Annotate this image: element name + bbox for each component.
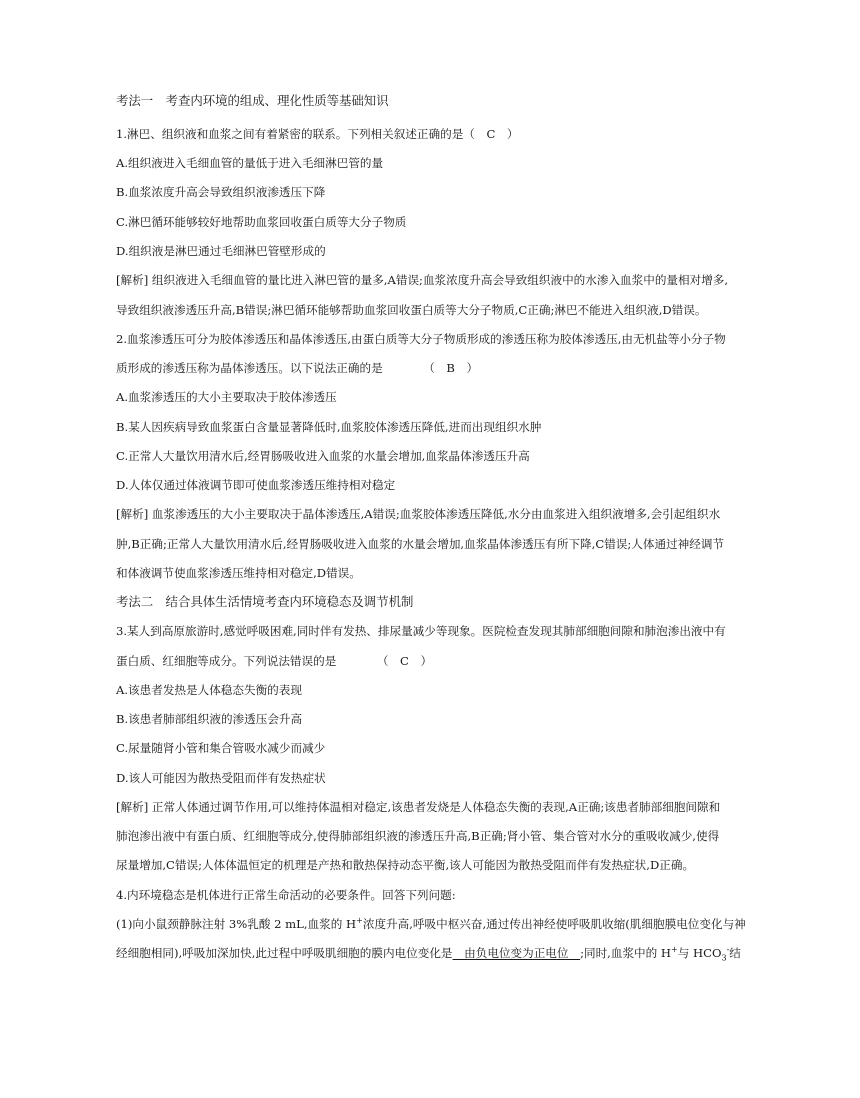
hco3-subscript: 3 — [721, 953, 727, 963]
section-1-title: 考法一 考查内环境的组成、理化性质等基础知识 — [116, 93, 389, 108]
q1-option-c: C.淋巴循环能够较好地帮助血浆回收蛋白质等大分子物质 — [116, 215, 407, 229]
section-2-title: 考法二 结合具体生活情境考查内环境稳态及调节机制 — [116, 594, 414, 609]
q1-option-d: D.组织液是淋巴通过毛细淋巴管壁形成的 — [116, 244, 326, 258]
q2-option-a: A.血浆渗透压的大小主要取决于胶体渗透压 — [116, 390, 337, 404]
q3-analysis-line-1: [解析] 正常人体通过调节作用,可以维持体温相对稳定,该患者发烧是人体稳态失衡的表现,A正确;该患者肺部细胞间隙和 — [116, 800, 721, 814]
q4-part1-line-2 — [116, 945, 741, 963]
q3-stem-line-2: 蛋白质、红细胞等成分。下列说法错误的是 （ C ） — [116, 654, 433, 668]
q3-option-d: D.该人可能因为散热受阻而伴有发热症状 — [116, 771, 326, 785]
q2-analysis-line-1: [解析] 血浆渗透压的大小主要取决于晶体渗透压,A错误;血浆胶体渗透压降低,水分由血浆进入组织液增多,会引起组织水 — [116, 507, 721, 521]
q3-option-b: B.该患者肺部组织液的渗透压会升高 — [116, 712, 303, 726]
hco3-charge-superscript: - — [726, 945, 730, 955]
q1-option-a: A.组织液进入毛细血管的量低于进入毛细淋巴管的量 — [116, 156, 384, 170]
q2-stem-line-1: 2.血浆渗透压可分为胶体渗透压和晶体渗透压,由蛋白质等大分子物质形成的渗透压称为胶体渗透压,由无机盐等小分子物 — [116, 332, 726, 346]
q4-part1-text-b: 浓度升高,呼吸中枢兴奋,通过传出神经使呼吸肌收缩(肌细胞膜电位变化与神 — [362, 917, 746, 931]
q1-stem: 1.淋巴、组织液和血浆之间有着紧密的联系。下列相关叙述正确的是（ C ） — [116, 127, 519, 141]
q1-analysis-line-1: [解析] 组织液进入毛细血管的量比进入淋巴管的量多,A错误;血浆浓度升高会导致组织液中的水渗入血浆中的量相对增多, — [116, 273, 729, 287]
q2-option-b: B.某人因疾病导致血浆蛋白含量显著降低时,血浆胶体渗透压降低,进而出现组织水肿 — [116, 420, 542, 434]
q3-stem-line-1: 3.某人到高原旅游时,感觉呼吸困难,同时伴有发热、排尿量减少等现象。医院检查发现其肺部细胞间隙和肺泡渗出液中有 — [116, 624, 726, 638]
q2-option-c: C.正常人大量饮用清水后,经胃肠吸收进入血浆的水量会增加,血浆晶体渗透压升高 — [116, 449, 530, 463]
answer-blank: 由负电位变为正电位 — [452, 946, 581, 960]
q3-analysis-line-3: 尿量增加,C错误;人体体温恒定的机理是产热和散热保持动态平衡,该人可能因为散热受阻而伴有发热症状,D正确。 — [116, 858, 695, 872]
q4-part1-text-c: 经细胞相同),呼吸加深加快,此过程中呼吸肌细胞的膜内电位变化是 — [116, 946, 453, 960]
q4-part1-text-f: 结 — [729, 946, 741, 960]
h-plus-superscript-2: + — [671, 945, 678, 955]
q4-stem: 4.内环境稳态是机体进行正常生命活动的必要条件。回答下列问题: — [116, 888, 456, 902]
q3-option-c: C.尿量随肾小管和集合管吸水减少而减少 — [116, 741, 326, 755]
q2-stem-line-2: 质形成的渗透压称为晶体渗透压。以下说法正确的是 （ B ） — [116, 361, 479, 375]
q4-part1-text-e: 与 HCO — [677, 946, 722, 960]
q4-part1-text-a: (1)向小鼠颈静脉注射 3%乳酸 2 mL,血浆的 H — [116, 917, 357, 931]
q2-option-d: D.人体仅通过体液调节即可使血浆渗透压维持相对稳定 — [116, 478, 396, 492]
q1-analysis-line-2: 导致组织液渗透压升高,B错误;淋巴循环能够帮助血浆回收蛋白质等大分子物质,C正确;淋巴不能进入组织液,D错误。 — [116, 303, 707, 317]
q3-analysis-line-2: 肺泡渗出液中有蛋白质、红细胞等成分,使得肺部组织液的渗透压升高,B正确;肾小管、集合管对水分的重吸收减少,使得 — [116, 829, 720, 843]
h-plus-superscript: + — [356, 916, 363, 926]
q2-analysis-line-3: 和体液调节使血浆渗透压维持相对稳定,D错误。 — [116, 566, 361, 580]
q4-part1-text-d: ;同时,血浆中的 H — [580, 946, 672, 960]
q1-option-b: B.血浆浓度升高会导致组织液渗透压下降 — [116, 185, 326, 199]
q4-part1-line-1 — [116, 917, 746, 931]
q3-option-a: A.该患者发热是人体稳态失衡的表现 — [116, 683, 302, 697]
q2-analysis-line-2: 肿,B正确;正常人大量饮用清水后,经胃肠吸收进入血浆的水量会增加,血浆晶体渗透压有所下降,C错误;人体通过神经调节 — [116, 537, 725, 551]
